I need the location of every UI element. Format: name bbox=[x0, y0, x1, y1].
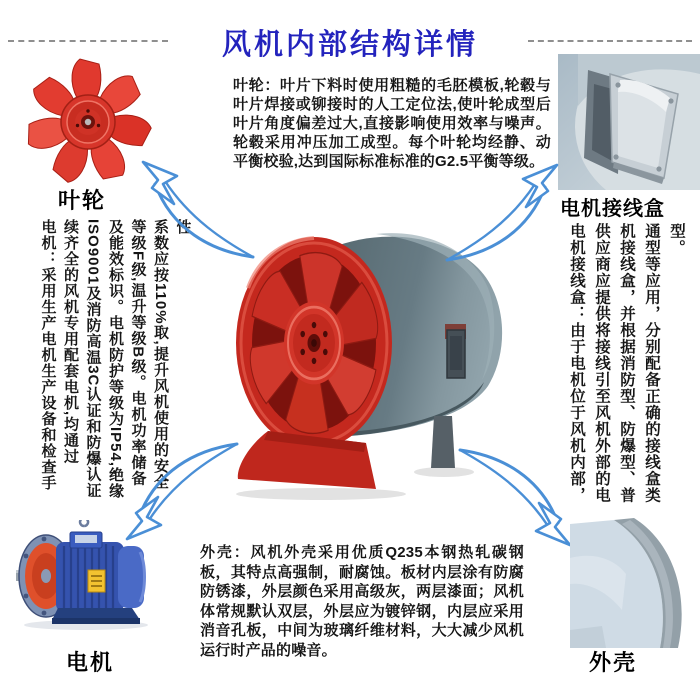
arrow-bottom-right-icon bbox=[455, 442, 575, 548]
motor-label: 电机 bbox=[66, 650, 115, 675]
casing-label: 外壳 bbox=[589, 650, 638, 675]
title-divider-right bbox=[528, 40, 692, 42]
motor-image bbox=[14, 520, 154, 632]
arrow-top-left-icon bbox=[138, 159, 258, 265]
arrow-top-right-icon bbox=[442, 162, 562, 268]
junction-box-description: 电机接线盒：由于电机位于风机内部，供应商应提供将接线引至风机外部的电机接线盒，并根据消防型、防爆型、普通型等应用，分别配备正确的接线盒类型。 bbox=[568, 223, 685, 504]
casing-image bbox=[562, 518, 700, 648]
impeller-description: 叶轮：叶片下料时使用粗糙的毛胚模板,轮毂与叶片焊接或铆接时的人工定位法,使叶轮成型后叶片角度偏差过大,直接影响使用效率与噪声。轮毂采用冲压加工成型。每个叶轮均经静、动平衡校验,达到国际标准标准的G2.5平衡等级。 bbox=[233, 77, 551, 170]
impeller-label: 叶轮 bbox=[58, 188, 107, 213]
casing-description: 外壳：风机外壳采用优质Q235本钢热轧碳钢板，其特点高强制，耐腐蚀。板材内层涂有防腐防锈漆，外层颜色采用高级灰，两层漆面；风机体常规默认双层，外层应为镀锌钢，内层应采用消音孔板，中间为玻璃纤维材料，大大减少风机运行时产品的噪音。 bbox=[200, 544, 524, 659]
junction-box-label: 电机接线盒 bbox=[560, 198, 665, 220]
motor-description: 电机：采用生产电机生产设备和检查手续齐全的风机专用配套电机,均通过ISO9001及消防高温3C认证和防爆认证及能效标识。电机防护等级为IP54,绝缘等级F级,温升等级B级。电机功率储备系数应按110%取,提升风机使用的安全性 bbox=[39, 219, 192, 500]
junction-box-image bbox=[558, 54, 700, 190]
page-title: 风机内部结构详情 bbox=[221, 29, 478, 61]
